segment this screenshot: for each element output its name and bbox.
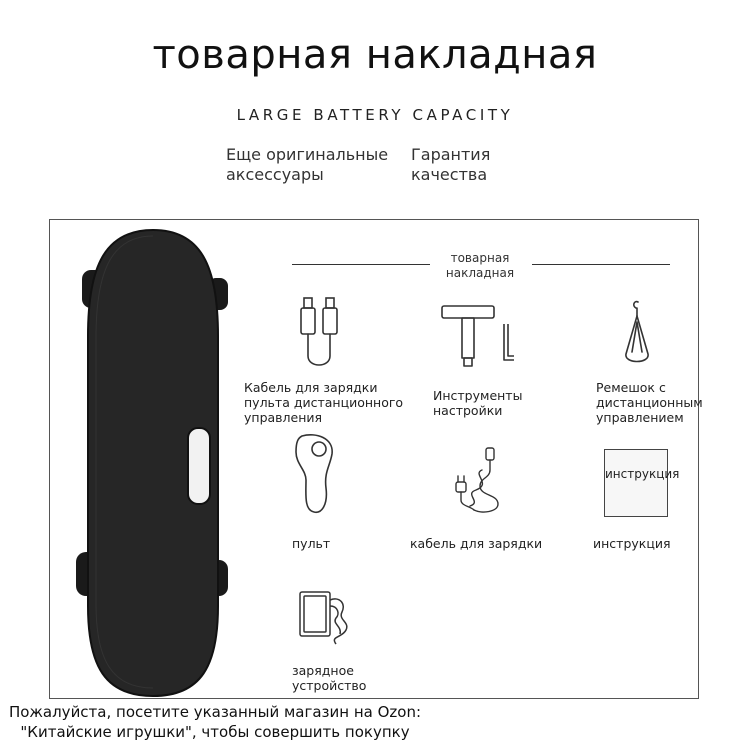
package-list-title: товарная накладная — [445, 251, 515, 280]
lanyard-icon — [620, 298, 662, 368]
charging-cable-icon — [452, 444, 512, 518]
divider-left — [292, 264, 430, 265]
page-title: товарная накладная — [152, 32, 598, 78]
charger-icon — [296, 586, 358, 648]
subtitle: LARGE BATTERY CAPACITY — [236, 106, 514, 124]
manual-icon — [604, 449, 680, 517]
item-label-adjustment-tools: Инструменты настройки — [433, 388, 523, 418]
t-tool-icon — [440, 302, 522, 368]
feature-quality-guarantee: Гарантия качества — [411, 145, 491, 184]
divider-right — [532, 264, 670, 265]
item-label-charging-cable: кабель для зарядки — [410, 536, 543, 551]
feature-original-accessories: Еще оригинальные аксессуары — [226, 145, 389, 184]
item-label-manual: инструкция — [593, 536, 671, 551]
item-label-remote-lanyard: Ремешок с дистанционным управлением — [596, 380, 703, 425]
item-label-remote: пульт — [292, 536, 331, 551]
usb-cable-icon — [296, 294, 346, 374]
item-label-remote-charging-cable: Кабель для зарядки пульта дистанционного управления — [244, 380, 404, 425]
manual-cover-text: инструкция — [605, 467, 680, 481]
skateboard-image — [70, 226, 235, 700]
remote-control-icon — [292, 432, 342, 516]
item-label-charger: зарядное устройство — [292, 663, 367, 693]
store-note: Пожалуйста, посетите указанный магазин на Ozon: "Китайские игрушки", чтобы совершить покупку — [0, 702, 430, 742]
